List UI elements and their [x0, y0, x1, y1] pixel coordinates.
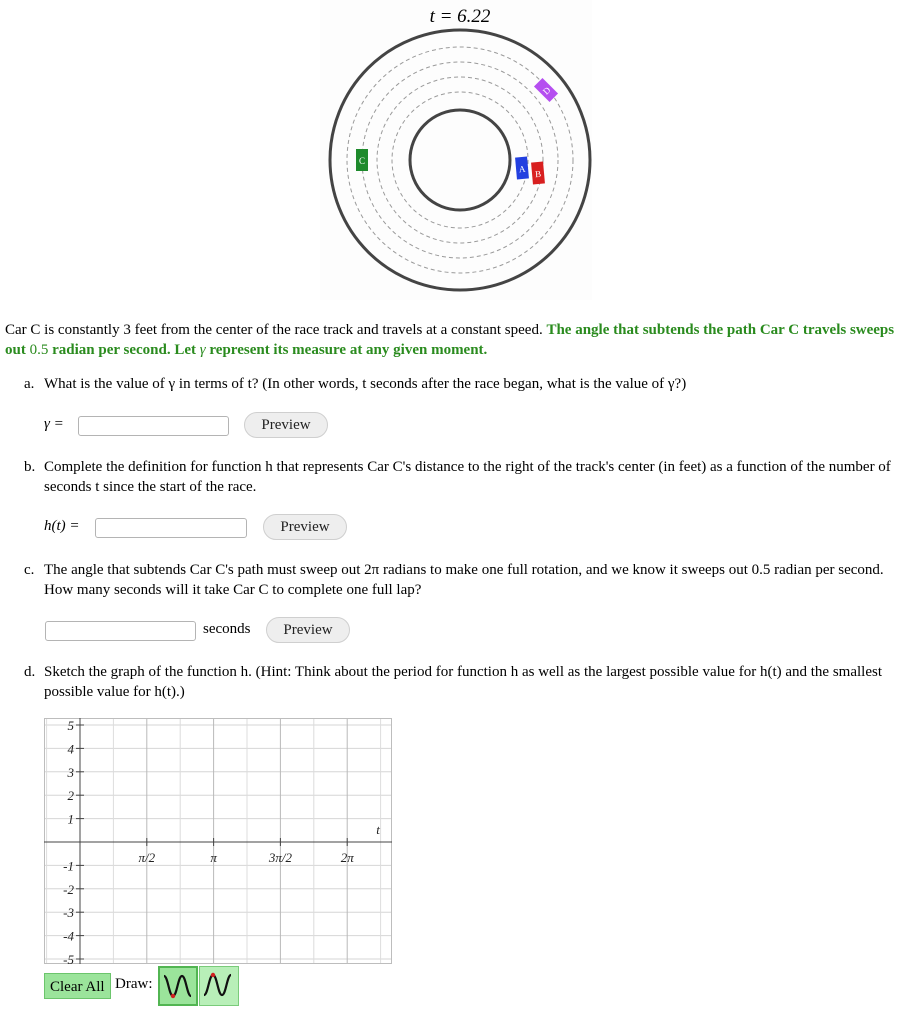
y-tick-label: -4: [63, 928, 74, 944]
part-c-text: The angle that subtends Car C's path must sweep out 2π radians to make one full rotation, and we know it sweeps out 0.5 radian per second. How many seconds will it take Car C to complete one full lap?: [44, 562, 884, 598]
intro-highlight-2: radian per second. Let: [48, 342, 200, 358]
graph-canvas[interactable]: [44, 718, 392, 964]
draw-label: Draw:: [115, 976, 153, 992]
seconds-unit-label: seconds: [203, 621, 251, 637]
lane-3: [362, 62, 558, 258]
sine-wave-alt-icon: [200, 967, 236, 1003]
preview-button-b[interactable]: Preview: [263, 514, 347, 540]
y-tick-label: -2: [63, 881, 74, 897]
car-a-label: A: [518, 163, 526, 175]
lane-1: [392, 92, 528, 228]
x-tick-label: 3π/2: [268, 850, 292, 865]
intro-paragraph: [5, 320, 905, 360]
intro-highlight-3: represent its measure at any given moment.: [205, 342, 488, 358]
y-tick-label: 4: [67, 741, 74, 757]
y-tick-label: -5: [63, 952, 74, 964]
time-label: t = 6.22: [429, 6, 491, 27]
track-inner-edge: [410, 110, 510, 210]
y-tick-label: 2: [67, 788, 74, 804]
intro-highlight-num: 0.5: [29, 342, 49, 358]
lane-4: [347, 47, 573, 273]
track-outer-edge: [330, 30, 590, 290]
lap-time-input[interactable]: [45, 621, 196, 641]
car-b: [531, 162, 545, 185]
part-d-text: Sketch the graph of the function h. (Hint: Think about the period for function h as well as the largest possible value for h(t) and the smallest possible value for h(t).): [44, 664, 882, 700]
intro-highlight-1: The angle that subtends the path Car C travels sweeps out: [5, 322, 895, 358]
part-d-label: d.: [24, 664, 36, 680]
clear-all-button[interactable]: Clear All: [44, 973, 111, 999]
preview-button-a[interactable]: Preview: [244, 412, 328, 438]
intro-highlight-gamma: γ: [199, 342, 206, 358]
car-a: [515, 157, 529, 180]
x-tick-label: 2π: [340, 850, 354, 865]
x-tick-label: π: [210, 850, 217, 865]
part-a-text: What is the value of γ in terms of t? (In other words, t seconds after the race began, what is the value of γ?): [44, 376, 687, 392]
car-b-label: B: [534, 168, 542, 180]
h-answer-input[interactable]: [95, 518, 247, 538]
graph-border: [45, 719, 392, 964]
y-tick-label: 5: [67, 718, 74, 733]
gamma-answer-input[interactable]: [78, 416, 229, 436]
y-tick-label: 1: [67, 811, 74, 827]
cosine-tool-button[interactable]: [199, 966, 239, 1006]
preview-button-c[interactable]: Preview: [266, 617, 350, 643]
part-c-label: c.: [24, 562, 35, 578]
x-axis-label: t: [376, 822, 380, 837]
track-lanes: [347, 47, 573, 273]
part-b-text: Complete the definition for function h that represents Car C's distance to the right of the track's center (in feet) as a function of the number of seconds t since the start of the race.: [44, 459, 891, 495]
y-tick-label: 3: [67, 764, 74, 780]
y-tick-label: -1: [63, 858, 74, 874]
intro-plain: Car C is constantly 3 feet from the center of the race track and travels at a constant speed.: [5, 322, 547, 338]
part-b-label: b.: [24, 459, 36, 475]
car-c: [356, 149, 368, 171]
h-var-label: h(t) =: [44, 518, 80, 534]
race-track-figure: [320, 0, 592, 300]
sine-tool-button[interactable]: [158, 966, 198, 1006]
gamma-var-label: γ =: [44, 416, 64, 432]
y-tick-label: -3: [63, 905, 74, 921]
x-tick-label: π/2: [138, 850, 156, 865]
car-d-label: D: [540, 84, 553, 97]
car-c-label: C: [358, 156, 366, 166]
sine-wave-icon: [160, 968, 196, 1004]
part-a-label: a.: [24, 376, 35, 392]
